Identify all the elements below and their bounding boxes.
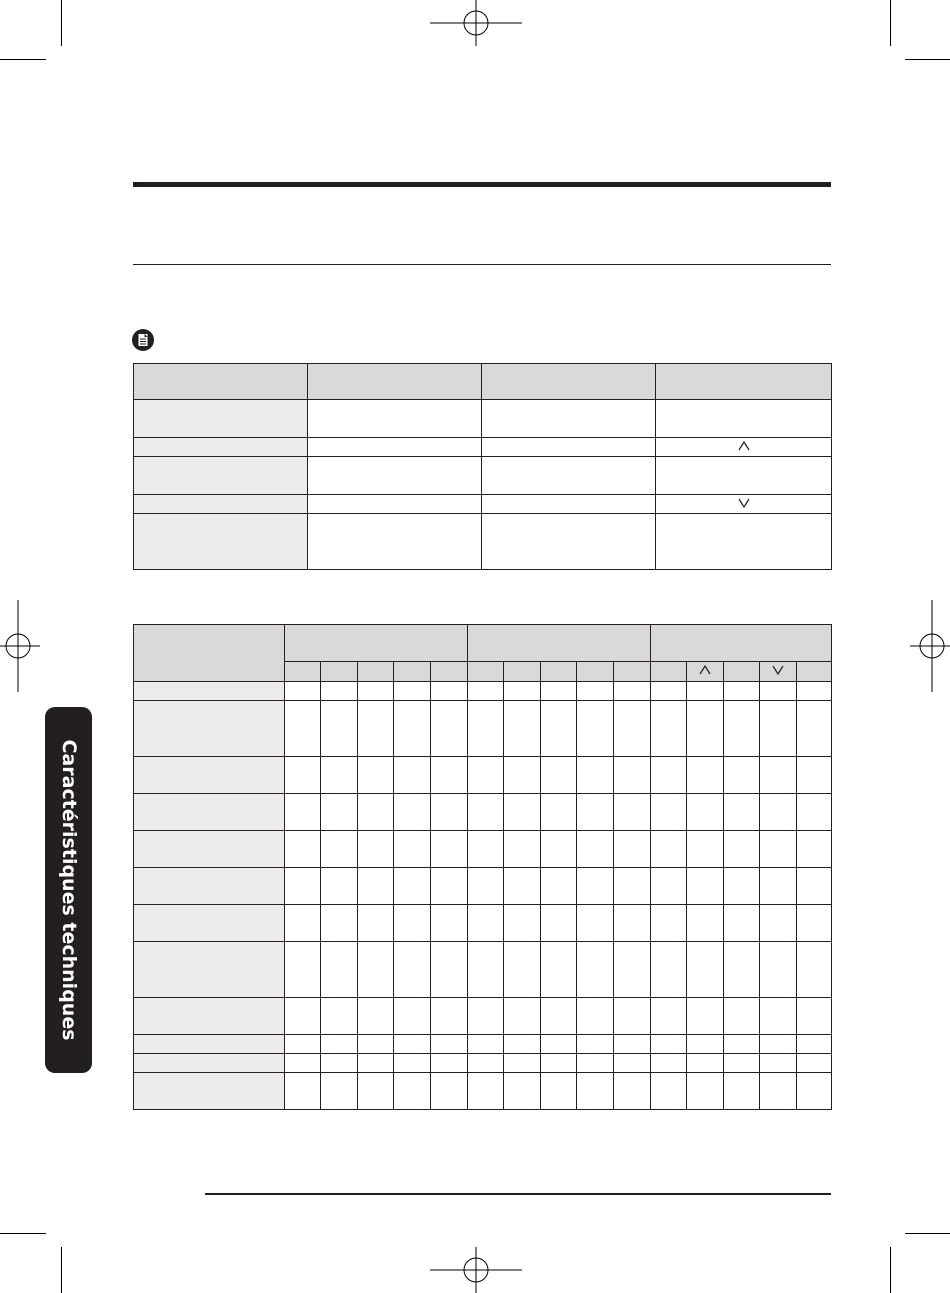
table-cell [308,514,482,570]
table-cell [308,495,482,514]
table-cell [134,364,308,400]
table-cell [468,625,651,662]
table-cell [482,400,656,438]
side-tab-label: Caractéristiques techniques [57,739,80,1041]
chevron-down-icon [770,664,786,676]
chevron-up-icon [697,664,713,676]
table-row [134,625,832,662]
table-cell [134,757,285,794]
table-cell [482,438,656,457]
chevron-up-icon [736,440,752,452]
table-cell [482,457,656,495]
table-cell [285,662,321,682]
side-tab [45,707,92,1073]
table-row [134,495,832,514]
table-cell [431,662,468,682]
header-rule-thick [133,182,831,187]
table-row [134,364,832,400]
table-cell [656,514,832,570]
header-rule-thin [133,264,831,265]
table-cell [134,942,285,998]
table-row [134,831,832,868]
table-cell [656,457,832,495]
table-cell [468,662,504,682]
table-row [134,701,832,757]
table-cell [134,794,285,831]
table-cell [134,905,285,942]
table-row [134,438,832,457]
table-row [134,794,832,831]
table-cell [656,495,832,514]
table-row [134,905,832,942]
table-cell [577,662,614,682]
table-cell [760,662,797,682]
registration-mark-bottom [430,1247,522,1293]
registration-mark-right [910,600,950,692]
table-row [134,400,832,438]
table-cell [308,364,482,400]
table-cell [656,438,832,457]
table-cell [308,457,482,495]
registration-mark-top [430,0,522,46]
table-cell [134,868,285,905]
table-row [134,1035,832,1054]
table-cell [134,1054,285,1073]
footer-rule [205,1193,831,1195]
table-cell [394,662,431,682]
table-cell [541,662,577,682]
chevron-down-icon [736,497,752,509]
table-row [134,514,832,570]
table-cell [134,495,308,514]
table-cell [134,1073,285,1110]
table-row [134,457,832,495]
table-cell [134,831,285,868]
table-cell [724,662,760,682]
table-cell [285,625,468,662]
table-cell [656,364,832,400]
table-cell [308,438,482,457]
table-row [134,1073,832,1110]
table-cell [614,662,651,682]
table-cell [358,662,394,682]
table-cell [797,662,832,682]
table-cell [687,662,724,682]
table-cell [134,701,285,757]
table-cell [134,400,308,438]
table-cell [134,682,285,701]
table-cell [482,495,656,514]
table-cell [651,662,687,682]
table-row [134,1054,832,1073]
table-cell [134,625,285,682]
spec-table-1 [133,363,832,570]
registration-mark-left [0,600,40,692]
table-cell [482,514,656,570]
table-cell [482,364,656,400]
table-cell [134,457,308,495]
table-cell [134,998,285,1035]
table-cell [321,662,358,682]
spec-table-2 [133,624,832,1110]
table-row [134,868,832,905]
table-row [134,942,832,998]
table-cell [134,514,308,570]
table-cell [656,400,832,438]
table-cell [504,662,541,682]
table-row [134,682,832,701]
note-icon [132,329,154,351]
table-cell [134,438,308,457]
table-row [134,757,832,794]
table-cell [308,400,482,438]
table-cell [651,625,832,662]
table-row [134,998,832,1035]
table-cell [134,1035,285,1054]
